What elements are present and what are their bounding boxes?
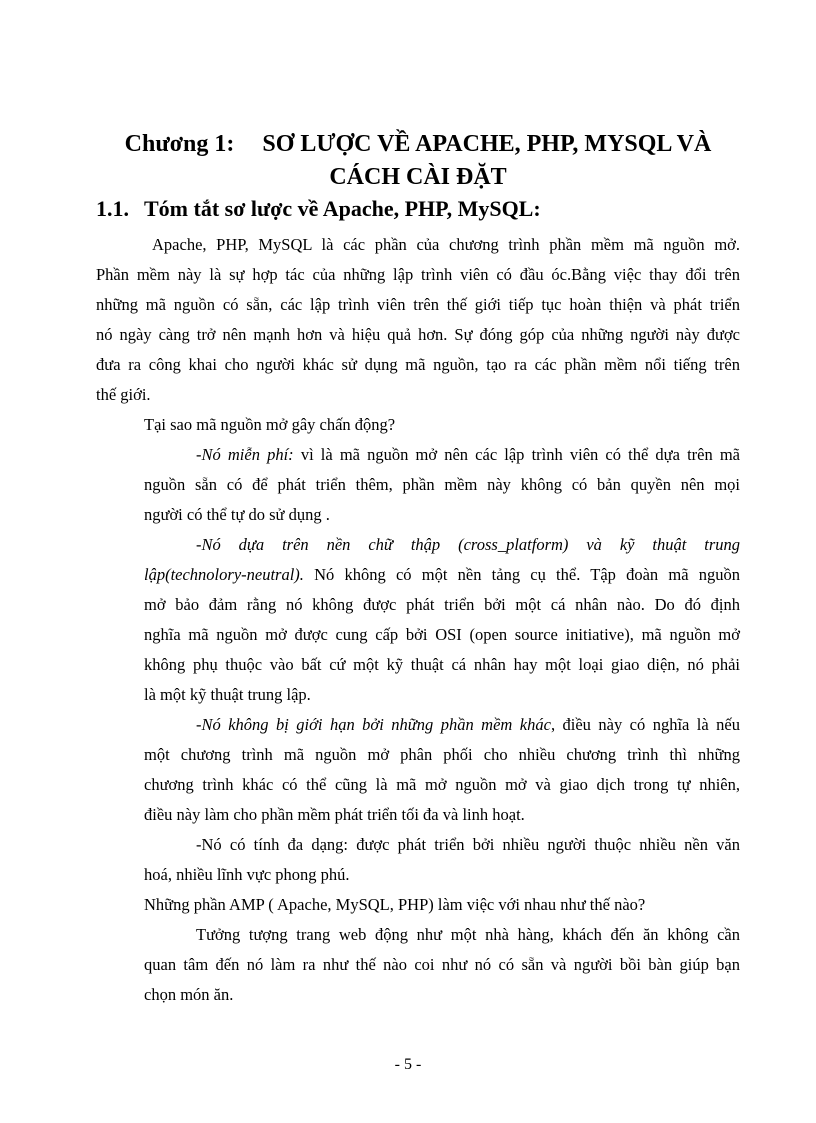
paragraph-line: mở bảo đảm rằng nó không được phát triển bởi một cá nhân nào. Do đó định	[144, 595, 740, 614]
paragraph-line: người có thể tự do sử dụng .	[144, 505, 330, 524]
italic-phrase: -Nó không bị giới hạn bởi những phần mềm khác	[196, 715, 551, 734]
paragraph-line: những mã nguồn có sẵn, các lập trình viên trên thế giới tiếp tục hoàn thiện và phát triển	[96, 295, 740, 314]
chapter-title-line2: CÁCH CÀI ĐẶT	[329, 164, 507, 190]
paragraph-line: chương trình khác có thể cũng là mã mở nguồn mở và giao dịch trong tự nhiên,	[144, 775, 740, 794]
paragraph-line: Apache, PHP, MySQL là các phần của chương trình phần mềm mã nguồn mở.	[152, 235, 740, 254]
paragraph-line: nguồn sẵn có để phát triển thêm, phần mềm này không có bản quyền nên mọi	[144, 475, 740, 494]
chapter-title-line1: SƠ LƯỢC VỀ APACHE, PHP, MYSQL VÀ	[262, 131, 712, 157]
italic-phrase: -Nó dựa trên nền chữ thập (cross_platform) và kỹ thuật trung	[196, 535, 740, 554]
question-line: Tại sao mã nguồn mở gây chấn động?	[144, 415, 396, 434]
chapter-number: Chương 1:	[124, 131, 235, 157]
paragraph-line: Tưởng tượng trang web động như một nhà hàng, khách đến ăn không cần	[196, 925, 740, 944]
paragraph-line: -Nó có tính đa dạng: được phát triển bởi nhiều người thuộc nhiều nền văn	[196, 835, 740, 854]
chapter-heading	[96, 128, 740, 194]
question-line: Những phần AMP ( Apache, MySQL, PHP) làm việc với nhau như thế nào?	[144, 895, 646, 914]
italic-phrase: lập(technolory-neutral).	[144, 565, 304, 584]
paragraph-line: không phụ thuộc vào bất cứ một kỹ thuật cá nhân hay một loại giao diện, nó phải	[144, 655, 740, 674]
paragraph-line: nó ngày càng trở nên mạnh hơn và hiệu quả hơn. Sự đóng góp của những người này được	[96, 325, 740, 344]
paragraph-line: điều này làm cho phần mềm phát triển tối đa và linh hoạt.	[144, 805, 525, 824]
paragraph-line: thế giới.	[96, 385, 151, 404]
section-title: Tóm tắt sơ lược về Apache, PHP, MySQL:	[144, 196, 541, 221]
section-heading	[96, 195, 541, 223]
paragraph-line: quan tâm đến nó làm ra như thế nào coi như nó có sẵn và người bồi bàn giúp bạn	[144, 955, 740, 974]
paragraph-line: nghĩa mã nguồn mở được cung cấp bởi OSI (open source initiative), mã nguồn mở	[144, 625, 740, 644]
paragraph-line: chọn món ăn.	[144, 985, 234, 1004]
paragraph-line: -Nó miễn phí: vì là mã nguồn mở nên các lập trình viên có thể dựa trên mã	[196, 445, 741, 464]
paragraph-line: Phần mềm này là sự hợp tác của những lập trình viên có đầu óc.Bằng việc thay đổi trên	[96, 265, 740, 284]
paragraph-line: -Nó không bị giới hạn bởi những phần mềm khác, điều này có nghĩa là nếu	[196, 715, 740, 734]
paragraph-line	[96, 530, 740, 560]
paragraph-line: một chương trình mã nguồn mở phân phối cho nhiều chương trình thì những	[144, 745, 740, 764]
page-number: - 5 -	[394, 1056, 422, 1073]
body-text	[96, 230, 740, 1010]
section-number: 1.1.	[96, 196, 129, 221]
italic-phrase: -Nó miễn phí:	[196, 445, 294, 464]
paragraph-line: đưa ra công khai cho người khác sử dụng mã nguồn, tạo ra các phần mềm nổi tiếng trên	[96, 355, 740, 374]
paragraph-line: là một kỹ thuật trung lập.	[144, 685, 311, 704]
paragraph-line: hoá, nhiều lĩnh vực phong phú.	[144, 865, 350, 884]
paragraph-line: lập(technolory-neutral). Nó không có một nền tảng cụ thể. Tập đoàn mã nguồn	[144, 565, 740, 584]
